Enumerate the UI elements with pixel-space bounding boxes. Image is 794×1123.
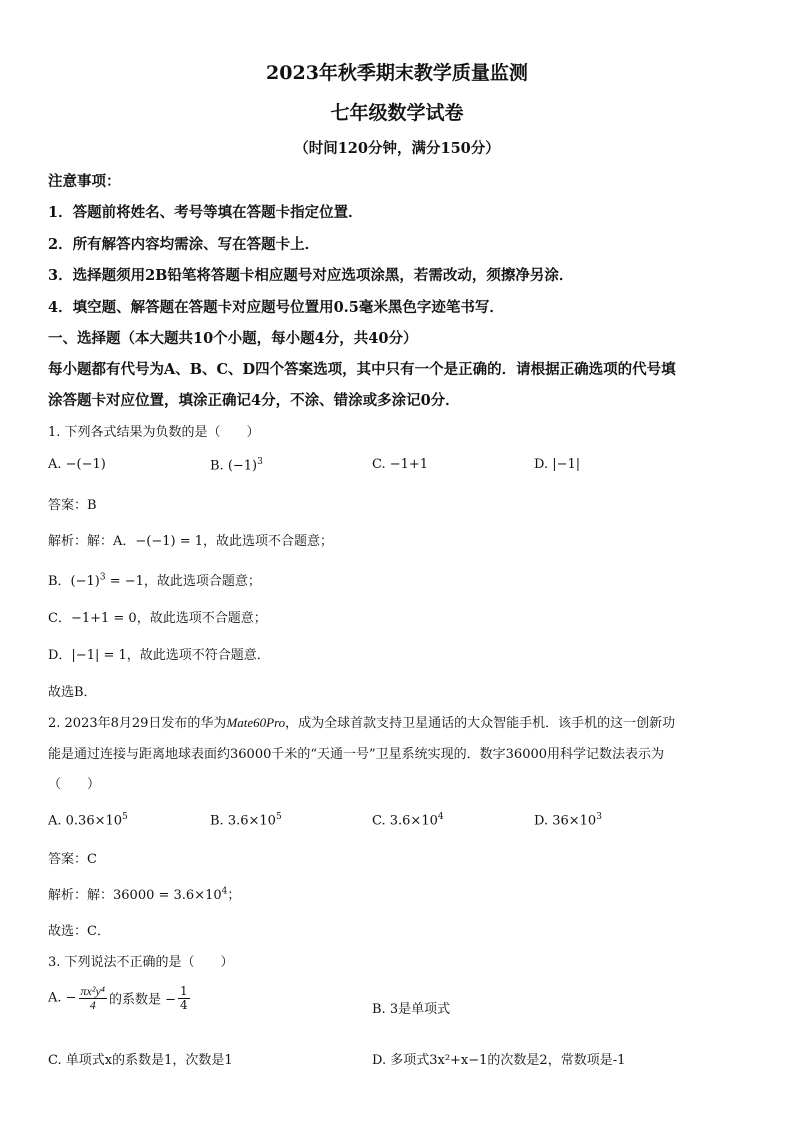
q3-option-a-fraction2 xyxy=(178,985,190,1011)
q1-option-b xyxy=(210,457,263,473)
q2-option-c-base: C. 3.6×10 xyxy=(372,813,438,829)
q2-option-d-exp: 3 xyxy=(596,812,602,822)
q3-fraction-numerator: πx²y⁴ xyxy=(80,984,105,998)
q2-answer: 答案：C xyxy=(48,852,97,867)
q2-option-b-base: B. 3.6×10 xyxy=(210,813,276,829)
q3-option-a-fraction xyxy=(79,985,107,1011)
q2-option-a-exp: 5 xyxy=(122,812,128,822)
q3-option-c: C. 单项式x的系数是1，次数是1 xyxy=(48,1053,233,1068)
section-instructions: 每小题都有代号为A、B、C、D四个答案选项，其中只有一个是正确的．请根据正确选项的代号填 xyxy=(48,361,676,378)
q2-stem-post: ，成为全球首款支持卫星通话的大众智能手机．该手机的这一创新功 xyxy=(285,716,676,731)
q3-option-b: B. 3是单项式 xyxy=(372,1002,451,1017)
q2-choose: 故选：C． xyxy=(48,924,110,939)
q2-option-a-base: A. 0.36×10 xyxy=(48,813,123,829)
q1-analysis-b-pre: B．(−1) xyxy=(48,574,100,589)
question-2-stem-line2: 能是通过连接与距离地球表面约36000千米的“天通一号”卫星系统实现的．数字36000用科学记数法表示为 xyxy=(48,747,665,762)
exam-time-info: （时间120分钟，满分150分） xyxy=(294,140,500,157)
q1-option-b-exp: 3 xyxy=(257,457,263,467)
q2-phone-model: Mate60Pro xyxy=(226,715,286,730)
q2-option-b-exp: 5 xyxy=(275,812,282,822)
q3-fraction2-numerator: 1 xyxy=(180,984,188,998)
q1-option-d: D. |−1| xyxy=(534,457,581,472)
exam-title: 2023年秋季期末教学质量监测 xyxy=(266,62,528,84)
q2-option-d-base: D. 36×10 xyxy=(534,813,597,829)
q2-option-c-exp: 4 xyxy=(437,812,444,822)
q1-analysis-d: D．|−1| = 1，故此选项不符合题意． xyxy=(48,648,270,663)
q3-option-d: D. 多项式3x²+x−1的次数是2，常数项是-1 xyxy=(372,1053,626,1068)
notes-heading: 注意事项： xyxy=(48,173,121,190)
section-instructions: 涂答题卡对应位置，填涂正确记4分，不涂、错涂或多涂记0分． xyxy=(48,392,460,409)
q2-option-a xyxy=(48,812,128,828)
q1-answer: 答案：B xyxy=(48,498,97,513)
q3-option-a-label: A. − xyxy=(48,990,77,1006)
q3-fraction-denominator: 4 xyxy=(89,997,96,1012)
q2-analysis-exp: 4 xyxy=(221,886,228,897)
q1-analysis-b-exp: 3 xyxy=(99,572,106,583)
q3-option-a xyxy=(48,985,192,1011)
question-1-stem: 1. 下列各式结果为负数的是（ ） xyxy=(48,425,260,440)
q1-option-c: C. −1+1 xyxy=(372,457,429,472)
q2-analysis-pre: 解析：解：36000 = 3.6×10 xyxy=(48,888,222,903)
q1-analysis-a: 解析：解：A．−(−1) = 1，故此选项不合题意； xyxy=(48,534,334,549)
q1-option-b-base: B. (−1) xyxy=(210,458,258,474)
exam-subtitle: 七年级数学试卷 xyxy=(330,102,464,124)
q2-option-b xyxy=(210,812,282,828)
q1-option-a: A. −(−1) xyxy=(48,457,106,472)
q2-analysis-post: ； xyxy=(227,888,241,903)
q3-fraction2-denominator: 4 xyxy=(180,997,188,1012)
q2-analysis xyxy=(48,884,240,903)
section-heading: 一、选择题（本大题共10个小题，每小题4分，共40分） xyxy=(48,330,418,347)
q1-choose: 故选B． xyxy=(48,685,97,700)
note-item: 4．填空题、解答题在答题卡对应题号位置用0.5毫米黑色字迹笔书写． xyxy=(48,299,504,316)
q3-option-a-mid: 的系数是 − xyxy=(108,992,177,1008)
q1-analysis-c: C．−1+1 = 0，故此选项不合题意； xyxy=(48,611,267,626)
note-item: 3．选择题须用2B铅笔将答题卡相应题号对应选项涂黑，若需改动，须擦净另涂． xyxy=(48,267,574,284)
q1-analysis-b-post: = −1，故此选项合题意； xyxy=(105,574,261,589)
q1-analysis-b xyxy=(48,570,261,589)
q2-option-c xyxy=(372,812,444,828)
note-item: 2．所有解答内容均需涂、写在答题卡上． xyxy=(48,236,320,253)
question-2-stem-line3: （ ） xyxy=(48,777,101,792)
q2-option-d xyxy=(534,812,602,828)
note-item: 1．答题前将姓名、考号等填在答题卡指定位置． xyxy=(48,204,363,221)
q2-stem-pre: 2. 2023年8月29日发布的华为 xyxy=(48,716,227,731)
question-3-stem: 3. 下列说法不正确的是（ ） xyxy=(48,955,234,970)
question-2-stem xyxy=(48,712,675,731)
